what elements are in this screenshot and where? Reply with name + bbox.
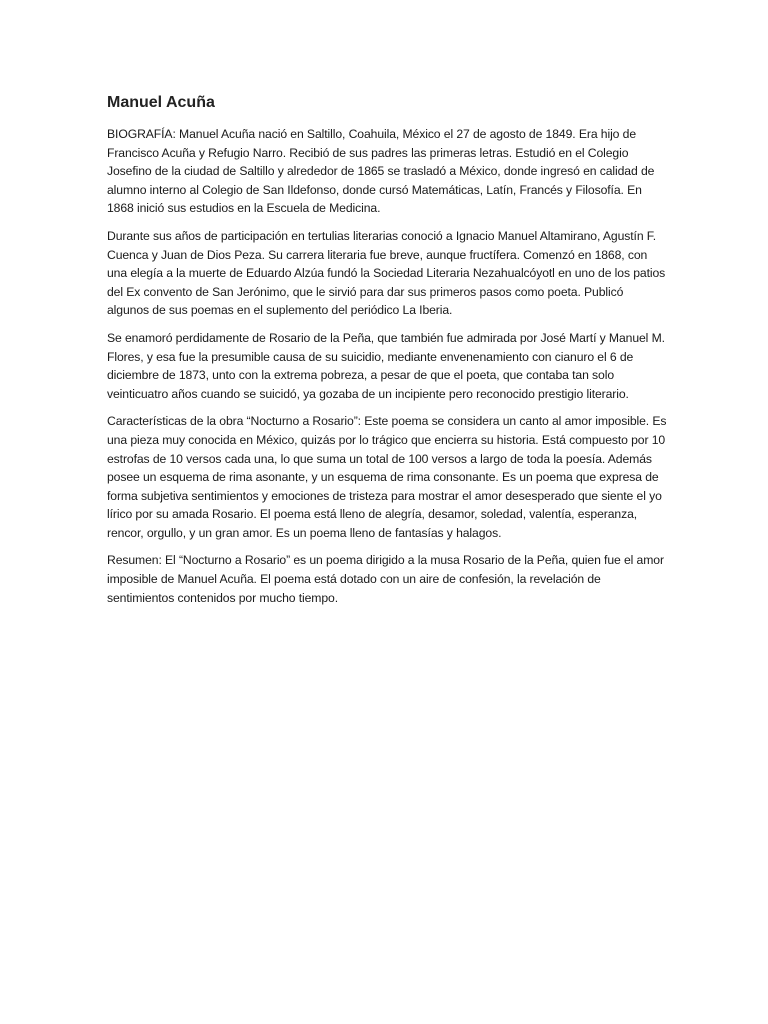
paragraph-resumen: Resumen: El “Nocturno a Rosario” es un poema dirigido a la musa Rosario de la Peña, quien fue el amor imposible de Manuel Acuña. El poema está dotado con un aire de confesión, la revelación de sentimientos contenidos por mucho tiempo. (107, 553, 664, 605)
paragraph-rosario: Se enamoró perdidamente de Rosario de la Peña, que también fue admirada por José Martí y Manuel M. Flores, y esa fue la presumible causa de su suicidio, mediante envenenamiento con cianuro el 6 de diciembre de 1873, unto con la extrema pobreza, a pesar de que el poeta, que contaba tan solo veinticuatro años cuando se suicidó, ya gozaba de un incipiente pero reconocido prestigio literario. (107, 330, 665, 401)
paragraph-caracteristicas: Características de la obra “Nocturno a Rosario”: Este poema se considera un canto al amor imposible. Es una pieza muy conocida en México, quizás por lo trágico que encierra su historia. Está compuesto por 10 estrofas de 10 versos cada una, lo que suma un total de 100 versos a largo de toda la poesía. Además posee un esquema de rima asonante, y un esquema de rima consonante. Es un poema que expresa de forma subjetiva sentimientos y emociones de tristeza para mostrar el amor desesperado que siente el yo lírico por su amada Rosario. El poema está lleno de alegría, desamor, soledad, valentía, esperanza, rencor, orgullo, y un gran amor. Es un poema lleno de fantasías y halagos. (107, 414, 667, 540)
document-title: Manuel Acuña (107, 94, 215, 111)
paragraph-tertulias: Durante sus años de participación en tertulias literarias conoció a Ignacio Manuel Altamirano, Agustín F. Cuenca y Juan de Dios Peza. Su carrera literaria fue breve, aunque fructífera. Comenzó en 1868, con una elegía a la muerte de Eduardo Alzúa fundó la Sociedad Literaria Nezahualcóyotl en uno de los patios del Ex convento de San Jerónimo, que le sirvió para dar sus primeros pasos como poeta. Publicó algunos de sus poemas en el suplemento del periódico La Iberia. (107, 228, 666, 318)
document-body (107, 91, 667, 616)
paragraph-biografia: BIOGRAFÍA: Manuel Acuña nació en Saltillo, Coahuila, México el 27 de agosto de 1849. Era hijo de Francisco Acuña y Refugio Narro. Recibió de sus padres las primeras letras. Estudió en el Colegio Josefino de la ciudad de Saltillo y alrededor de 1865 se trasladó a México, donde ingresó en calidad de alumno interno al Colegio de San Ildefonso, donde cursó Matemáticas, Latín, Francés y Filosofía. En 1868 inició sus estudios en la Escuela de Medicina. (107, 127, 655, 216)
